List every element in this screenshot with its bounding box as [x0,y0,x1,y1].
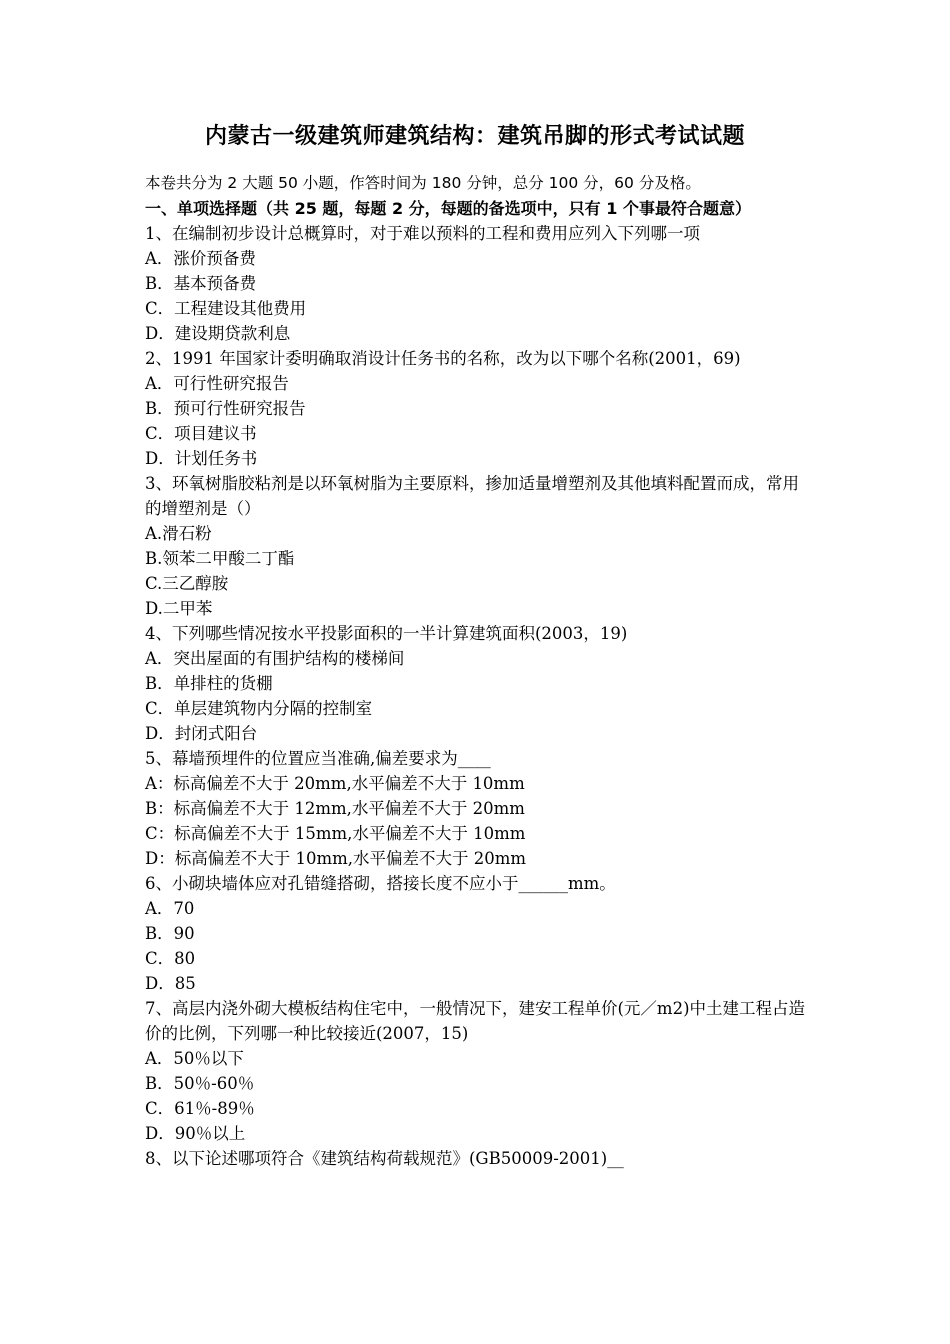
question-stem: 8、以下论述哪项符合《建筑结构荷载规范》(GB50009-2001)__ [145,1149,624,1168]
question-4 [145,621,810,746]
option-c: C．80 [145,949,196,968]
option-d: D.二甲苯 [145,599,213,618]
question-stem: 3、环氧树脂胶粘剂是以环氧树脂为主要原料，掺加适量增塑剂及其他填料配置而成，常用的增塑剂是（） [145,474,799,518]
option-d: D．计划任务书 [145,449,258,468]
question-stem: 2、1991 年国家计委明确取消设计任务书的名称，改为以下哪个名称(2001，69) [145,349,741,368]
question-2 [145,346,810,471]
question-5 [145,746,810,871]
question-stem: 7、高层内浇外砌大模板结构住宅中，一般情况下，建安工程单价(元／m2)中土建工程占造价的比例，下列哪一种比较接近(2007，15) [145,999,806,1043]
question-stem: 6、小砌块墙体应对孔错缝搭砌，搭接长度不应小于______mm。 [145,874,616,893]
option-c: C．项目建议书 [145,424,257,443]
option-a: A．涨价预备费 [145,249,256,268]
option-c: C.三乙醇胺 [145,574,229,593]
question-3 [145,471,810,621]
option-b: B．预可行性研究报告 [145,399,306,418]
option-a: A．突出屋面的有围护结构的楼梯间 [145,649,405,668]
question-7 [145,996,810,1146]
document-title: 内蒙古一级建筑师建筑结构：建筑吊脚的形式考试试题 [204,124,745,149]
exam-intro: 本卷共分为 2 大题 50 小题，作答时间为 180 分钟，总分 100 分，60 分及格。 [145,174,701,192]
option-d: D．85 [145,974,196,993]
option-c: C．单层建筑物内分隔的控制室 [145,699,373,718]
option-a: A．可行性研究报告 [145,374,289,393]
option-d: D：标高偏差不大于 10mm,水平偏差不大于 20mm [145,849,527,868]
option-a: A：标高偏差不大于 20mm,水平偏差不大于 10mm [145,774,525,793]
question-1 [145,221,810,346]
option-b: B．50％-60％ [145,1074,255,1093]
document-body [145,171,810,1171]
option-d: D．90％以上 [145,1124,246,1143]
option-b: B．单排柱的货棚 [145,674,273,693]
option-b: B．基本预备费 [145,274,257,293]
question-stem: 5、幕墙预埋件的位置应当准确,偏差要求为____ [145,749,491,768]
question-6 [145,871,810,996]
option-c: C．工程建设其他费用 [145,299,307,318]
question-8 [145,1146,810,1171]
option-d: D．建设期贷款利息 [145,324,291,343]
option-d: D．封闭式阳台 [145,724,258,743]
option-b: B.领苯二甲酸二丁酯 [145,549,295,568]
section-heading: 一、单项选择题（共 25 题，每题 2 分，每题的备选项中，只有 1 个事最符合题意） [145,199,751,218]
option-a: A．50％以下 [145,1049,244,1068]
option-a: A．70 [145,899,195,918]
option-c: C：标高偏差不大于 15mm,水平偏差不大于 10mm [145,824,526,843]
option-b: B：标高偏差不大于 12mm,水平偏差不大于 20mm [145,799,525,818]
option-b: B．90 [145,924,195,943]
option-c: C．61％-89％ [145,1099,255,1118]
question-stem: 4、下列哪些情况按水平投影面积的一半计算建筑面积(2003，19) [145,624,628,643]
question-stem: 1、在编制初步设计总概算时，对于难以预料的工程和费用应列入下列哪一项 [145,224,700,243]
option-a: A.滑石粉 [145,524,212,543]
